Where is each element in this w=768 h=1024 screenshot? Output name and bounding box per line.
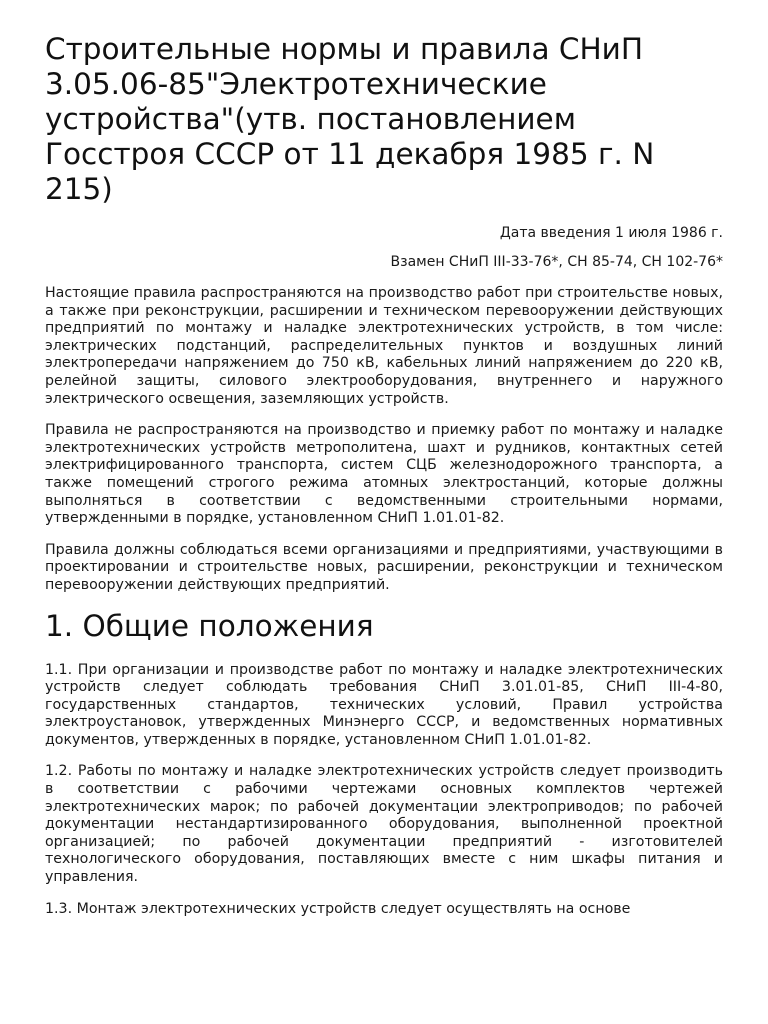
intro-paragraph-scope: Настоящие правила распространяются на производство работ при строительстве новых, а также при реконструкции, расширении и техническом перевооружении действующих предприятий по монтажу и наладке электротехнических устройств, в том числе: электрических подстанций, распределительных пунктов и воздушных линий электропередачи напряжением до 750 кВ, кабельных линий напряжением до 220 кВ, релейной защиты, силового электрооборудования, внутреннего и наружного электрического освещения, заземляющих устройств. [45, 285, 723, 407]
clause-1-2: 1.2. Работы по монтажу и наладке электротехнических устройств следует производить в соответствии с рабочими чертежами основных комплектов чертежей электротехнических марок; по рабочей документации электроприводов; по рабочей документации нестандартизированного оборудования, выполненной проектной организацией; по рабочей документации предприятий - изготовителей технологического оборудования, поставляющих вместе с ним шкафы питания и управления. [45, 763, 723, 886]
clause-1-1: 1.1. При организации и производстве работ по монтажу и наладке электротехнических устройств следует соблюдать требования СНиП 3.01.01-85, СНиП III-4-80, государственных стандартов, технических условий, Правил устройства электроустановок, утвержденных Минэнерго СССР, и ведомственных нормативных документов, утвержденных в порядке, установленном СНиП 1.01.01-82. [45, 661, 723, 748]
document-title: Строительные нормы и правила СНиП 3.05.06-85"Электротехнические устройства"(утв. постановлением Госстроя СССР от 11 декабря 1985 г. N 215) [45, 32, 655, 206]
effective-date: Дата введения 1 июля 1986 г. [499, 225, 723, 241]
document-page [45, 32, 723, 932]
replaces-note: Взамен СНиП III-33-76*, СН 85-74, СН 102-76* [390, 254, 723, 270]
intro-paragraph-exclusions: Правила не распространяются на производство и приемку работ по монтажу и наладке электротехнических устройств метрополитена, шахт и рудников, контактных сетей электрифицированного транспорта, систем СЦБ железнодорожного транспорта, а также помещений строгого режима атомных электростанций, которые должны выполняться в соответствии с ведомственными строительными нормами, утвержденными в порядке, установленном СНиП 1.01.01-82. [45, 422, 723, 527]
section-heading-general: 1. Общие положения [45, 608, 374, 643]
clause-1-3: 1.3. Монтаж электротехнических устройств следует осуществлять на основе [45, 900, 631, 917]
intro-paragraph-compliance: Правила должны соблюдаться всеми организациями и предприятиями, участвующими в проектировании и строительстве новых, расширении, реконструкции и техническом перевооружении действующих предприятий. [45, 541, 723, 593]
